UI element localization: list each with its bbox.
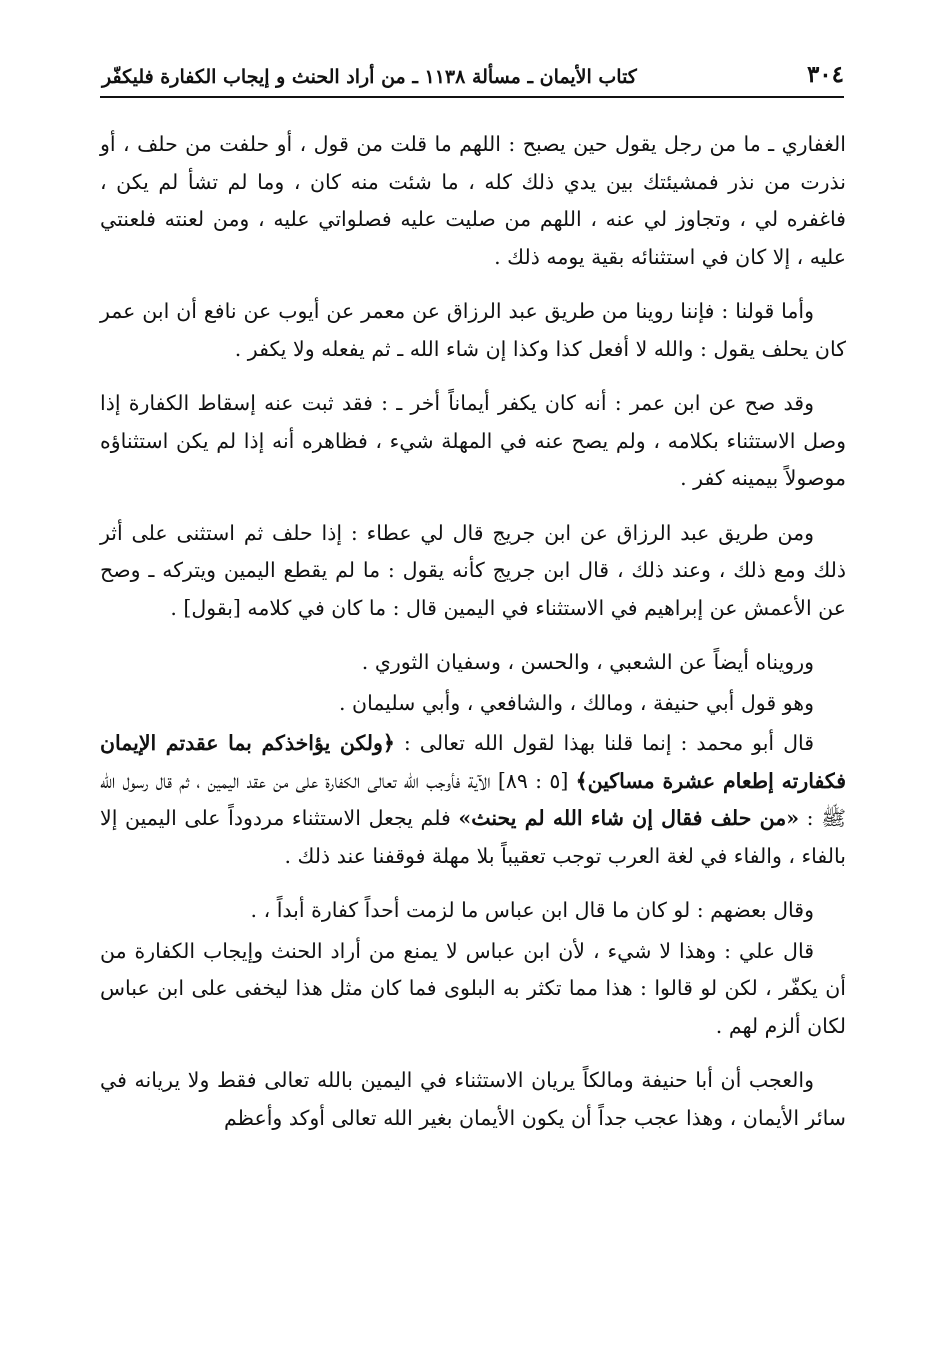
running-title: كتاب الأيمان ـ مسألة ١١٣٨ ـ من أراد الحنث و إيجاب الكفارة فليكفّر	[102, 66, 637, 88]
paragraph	[100, 1062, 846, 1137]
paragraph	[100, 725, 846, 875]
paragraph	[100, 933, 846, 1046]
paragraph	[100, 126, 846, 276]
paragraph-text: قال علي : وهذا لا شيء ، لأن ابن عباس لا يمنع من أراد الحنث وإيجاب الكفارة من أن يكفّر ، لكن لو قالوا : هذا مما تكثر به البلوى فما كان مثل هذا ليخفى على ابن عباس لكان ألزم لهم .	[100, 938, 846, 1038]
paragraph	[100, 385, 846, 498]
paragraph-text: والعجب أن أبا حنيفة ومالكاً يريان الاستثناء في اليمين بالله تعالى فقط ولا يريانه في سائر الأيمان ، وهذا عجب جداً أن يكون الأيمان بغير الله تعالى أوكد وأعظم	[100, 1068, 846, 1130]
paragraph	[100, 293, 846, 368]
paragraph-text: وأما قولنا : فإننا روينا من طريق عبد الرزاق عن معمر عن أيوب عن نافع أن ابن عمر كان يحلف يقول : والله لا أفعل كذا وكذا إن شاء الله ـ ثم يفعله ولا يكفر .	[100, 299, 846, 361]
paragraph-text: وقد صح عن ابن عمر : أنه كان يكفر أيماناً أخر ـ : فقد ثبت عنه إسقاط الكفارة إذا وصل الاستثناء بكلامه ، ولم يصح عنه في المهلة شيء ، فظاهره أنه إذا لم يكن استثناؤه موصولاً بيمينه كفر .	[100, 391, 846, 490]
paragraph-text: [٥ : ٨٩] الآية فأوجب الله تعالى الكفارة على من عقد اليمين ، ثم قال رسول الله ﷺ :	[100, 768, 846, 830]
paragraph-text: ومن طريق عبد الرزاق عن ابن جريج قال لي عطاء : إذا حلف ثم استثنى على أثر ذلك ومع ذلك ، وعند ذلك ، قال ابن جريج كأنه يقول : ما لم يقطع اليمين ويتركه ـ وصح عن الأعمش عن إبراهيم في الاستثناء في اليمين قال : ما كان في كلامه [بقول] .	[100, 520, 846, 620]
paragraph-text: وهو قول أبي حنيفة ، ومالك ، والشافعي ، وأبي سليمان .	[338, 690, 814, 715]
header-divider	[100, 96, 844, 98]
quoted-text: «من حلف فقال إن شاء الله لم يحنث»	[458, 806, 800, 830]
body-text	[100, 126, 846, 1137]
page-header	[102, 52, 844, 88]
paragraph	[100, 515, 846, 628]
paragraph-text: الغفاري ـ ما من رجل يقول حين يصبح : اللهم ما قلت من قول ، أو حلفت من حلف ، أو نذرت من نذر فمشيئتك بين يدي ذلك كله ، ما شئت منه كان ، وما لم تشأ لم يكن ، فاغفره لي ، وتجاوز لي عنه ، اللهم من صليت عليه فصلواتي عليه ، ومن لعنته فلعنتي عليه ، إلا كان في استثنائه بقية يومه ذلك .	[100, 132, 846, 269]
quoted-text: ﴿ولكن يؤاخذكم بما عقدتم الإيمان فكفارته إطعام عشرة مساكين﴾	[100, 731, 846, 793]
paragraph-text: ورويناه أيضاً عن الشعبي ، والحسن ، وسفيان الثوري .	[361, 650, 814, 674]
paragraph-text: قال أبو محمد : إنما قلنا بهذا لقول الله تعالى :	[394, 731, 815, 755]
paragraph-text: وقال بعضهم : لو كان ما قال ابن عباس ما لزمت أحداً كفارة أبداً ، .	[250, 898, 814, 922]
page-number: ٣٠٤	[806, 61, 844, 88]
paragraph	[100, 685, 846, 723]
paragraph	[100, 892, 846, 930]
paragraph	[100, 644, 846, 682]
paragraph-text: فلم يجعل الاستثناء مردوداً على اليمين إلا بالفاء ، والفاء في لغة العرب توجب تعقيباً بلا مهلة فوقفنا عند ذلك .	[100, 806, 846, 868]
